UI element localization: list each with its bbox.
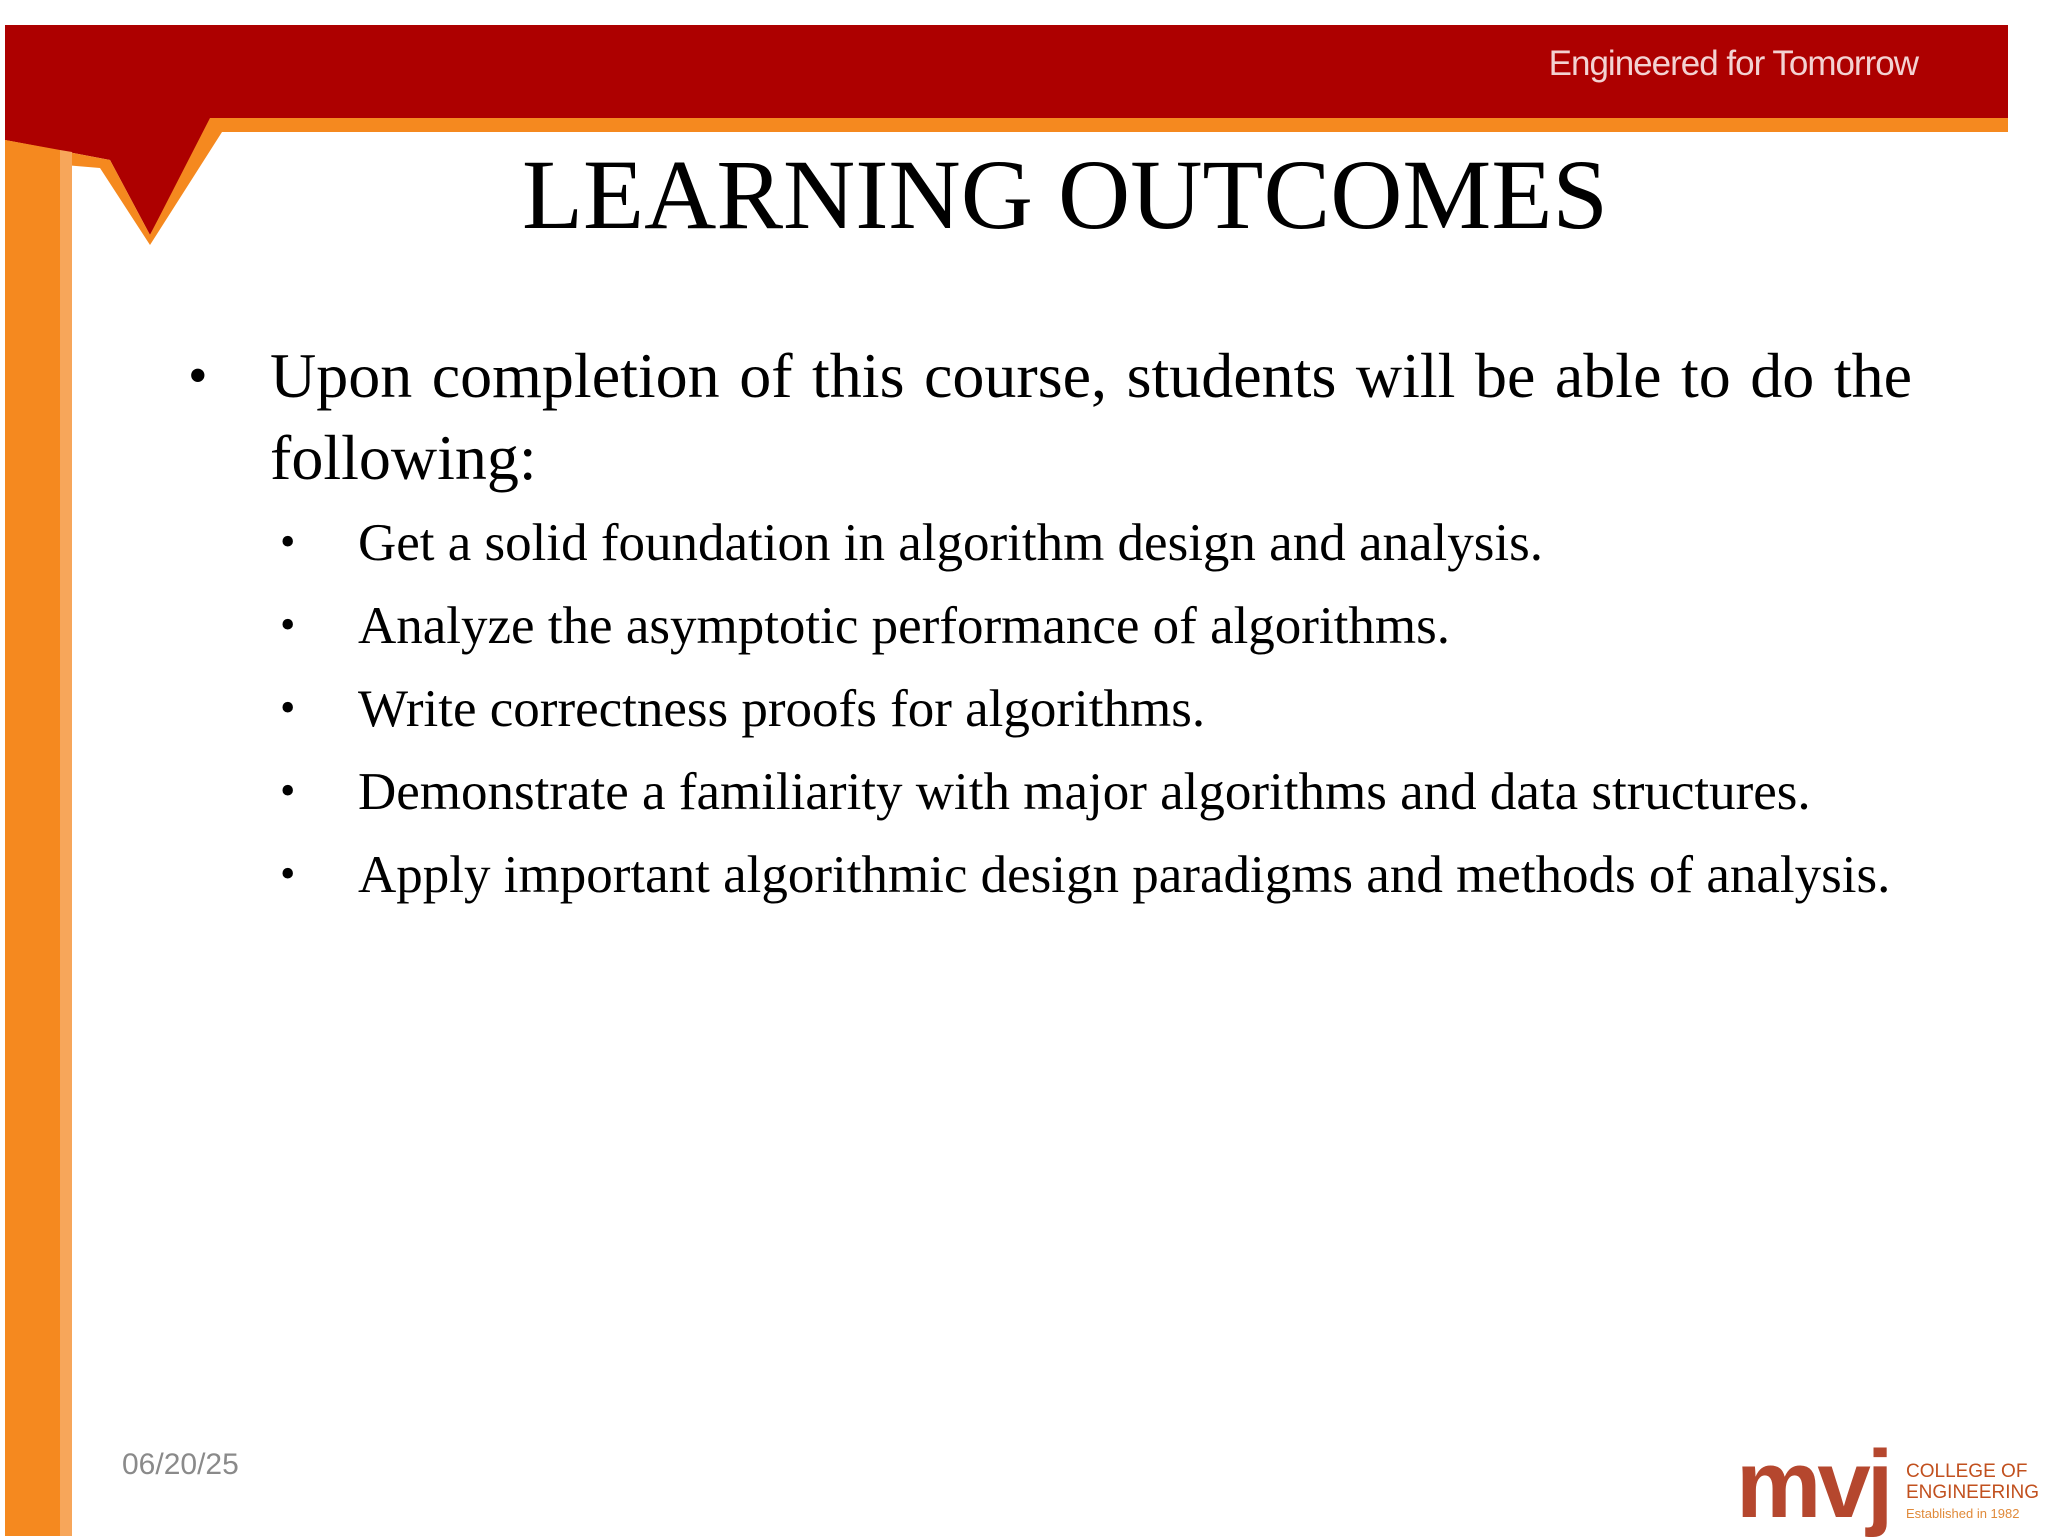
bullet-icon: • [280,683,296,732]
outcome-text: Apply important algorithmic design paradigms and methods of analysis. [358,846,1891,904]
outcome-item [180,841,1912,910]
bullet-icon: • [280,517,296,566]
logo-mark: mvj [1736,1431,1890,1538]
college-logo [1736,1431,2048,1538]
footer-date: 06/20/25 [122,1448,239,1481]
intro-text: Upon completion of this course, students will be able to do the following: [270,340,1912,493]
bullet-icon: • [280,600,296,649]
outcome-text: Write correctness proofs for algorithms. [358,680,1206,738]
outcomes-content [180,335,1912,910]
page-title: LEARNING OUTCOMES [521,139,1609,250]
outcome-text: Demonstrate a familiarity with major algorithms and data structures. [358,763,1811,821]
logo-line-3: Established in 1982 [1906,1506,2020,1521]
left-accent-bar [5,140,60,1536]
logo-line-1: COLLEGE OF [1906,1461,2028,1482]
left-accent-shadow [60,150,72,1536]
bullet-icon: • [280,766,296,815]
bullet-icon: • [280,849,296,898]
intro-bullet [180,335,1912,499]
outcome-item [180,509,1912,578]
outcome-item [180,758,1912,827]
bullet-icon: • [188,345,208,407]
header-tagline: Engineered for Tomorrow [1548,44,1918,83]
logo-caption [1906,1461,2039,1524]
outcome-item [180,592,1912,661]
outcome-text: Get a solid foundation in algorithm design and analysis. [358,514,1543,572]
outcome-item [180,675,1912,744]
logo-line-2: ENGINEERING [1906,1482,2040,1503]
outcome-text: Analyze the asymptotic performance of algorithms. [358,597,1451,655]
